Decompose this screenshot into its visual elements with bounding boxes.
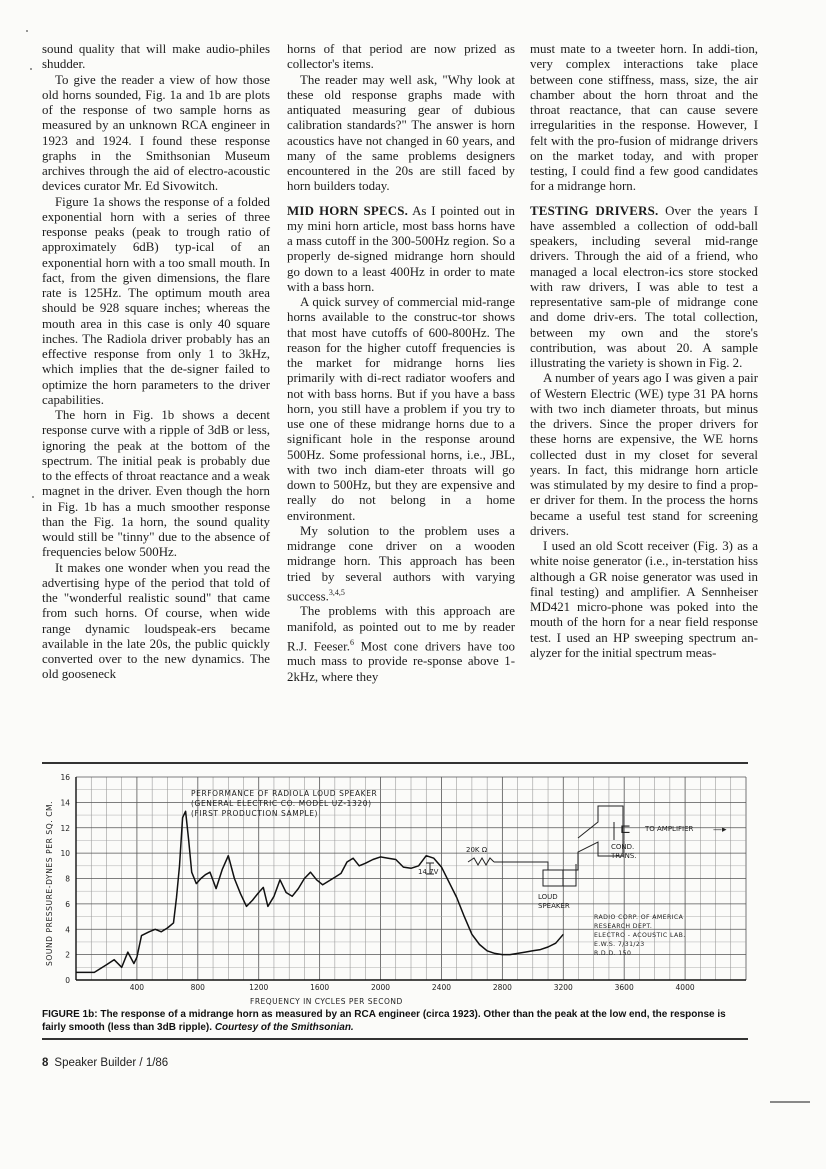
chart-title: PERFORMANCE OF RADIOLA LOUD SPEAKER [191, 789, 378, 798]
x-tick-label: 4000 [675, 983, 695, 992]
scan-mark [770, 1101, 810, 1103]
text-column-2 [287, 42, 515, 685]
x-tick-label: 1200 [249, 983, 269, 992]
chart-subtitle-line-2: (FIRST PRODUCTION SAMPLE) [191, 809, 319, 818]
footnote-ref: 3,4,5 [328, 587, 345, 597]
y-tick-label: 6 [65, 899, 70, 909]
source-stamp-line: RADIO CORP. OF AMERICA [594, 914, 684, 921]
y-tick-label: 8 [65, 874, 70, 884]
page-number: 8 [42, 1057, 49, 1069]
paragraph: The reader may well ask, "Why look at these old response graphs made with antiquated measuring gear of dubious calibration standards?" The answer is horn acoustics have not changed in 60 years, and many of the same problems designers encountered in the 20s are still faced by horn builders today. [287, 72, 515, 194]
source-stamp-line: E.W.S. 7/31/23 [594, 941, 645, 948]
scan-speck [26, 30, 28, 32]
text-column-1 [42, 42, 270, 683]
x-axis-label: FREQUENCY IN CYCLES PER SECOND [250, 997, 403, 1006]
y-tick-label: 12 [60, 823, 70, 833]
paragraph: A quick survey of commercial mid-range horns available to the construc-tor shows that most have cutoffs of 600-800Hz. The reason for the higher cutoff frequencies is the market for midrange horns lies primarily with di-rect radiator woofers and not with bass horns. But if you have a bass horn, you still have a problem if you try to use one of these midrange horns due to a significant hole in the response around 500Hz. Some professional horns, i.e., JBL, with two inch diam-eter throats will go down to 500Hz, but they are expensive and really do not belong in a home environment. [287, 295, 515, 523]
scan-speck [32, 496, 34, 498]
paragraph: horns of that period are now prized as collector's items. [287, 42, 515, 72]
source-stamp-line: ELECTRO - ACOUSTIC LAB. [594, 932, 686, 939]
figure-caption [42, 1008, 748, 1034]
source-stamp-line: RESEARCH DEPT. [594, 923, 653, 930]
x-tick-label: 2000 [370, 983, 391, 992]
footnote-ref: 6 [349, 637, 354, 647]
x-tick-label: 800 [190, 983, 205, 992]
paragraph: sound quality that will make audio-philes shudder. [42, 42, 270, 72]
paragraph [287, 604, 515, 685]
paragraph: must mate to a tweeter horn. In addi-tion, very complex interactions take place between cone stiffness, mass, size, the air chamber about the horn throat and the throat reactance, that can cause severe irregularities in the response. However, I felt with the pro-fusion of midrange drivers on the market today, and with proper testing, I could find a few good candidates for a midrange horn. [530, 42, 758, 194]
x-tick-label: 1600 [310, 983, 330, 992]
transmitter-label: COND. [611, 843, 635, 851]
publication-line: Speaker Builder / 1/86 [54, 1057, 169, 1069]
paragraph: To give the reader a view of how those old horns sounded, Fig. 1a and 1b are plots of the response of two sample horns as measured by an unknown RCA engineer in 1923 and 1924. I found these response graphs in the Smithsonian Museum archives through the aid of electro-acoustic devices curator Mr. Ed Sivowitch. [42, 72, 270, 194]
y-tick-label: 16 [60, 773, 70, 782]
y-tick-label: 2 [65, 950, 70, 960]
response-chart [38, 770, 750, 1010]
bias-voltage-label: 14.7V [418, 868, 439, 876]
circuit-schematic [426, 806, 623, 886]
paragraph-text: The problems with this approach are manifold, as pointed out to me by reader R.J. Feeser. [287, 604, 515, 654]
paragraph-text: Over the years I have assembled a collection of odd-ball speakers, including several mid-range drivers. Through the aid of a friend, who managed a local electron-ics store stocked with raw drivers, I was able to test a representative sam-ple of midrange cone and dome driv-ers. The total collection, between my own and the store's contribution, was about 20. A sample illustrating the variety is shown in Fig. 2. [530, 203, 758, 370]
section-heading-testing-drivers: TESTING DRIVERS. [530, 203, 659, 218]
paragraph-text: Most cone drivers have too much mass to provide re-sponse above 1-2kHz, where they [287, 639, 515, 684]
x-tick-label: 400 [129, 983, 145, 992]
caption-credit: Courtesy of the Smithsonian. [214, 1022, 354, 1033]
y-tick-label: 10 [60, 849, 70, 859]
loudspeaker-label: LOUD [538, 893, 558, 901]
y-tick-label: 4 [65, 925, 70, 935]
paragraph: A number of years ago I was given a pair of Western Electric (WE) type 31 PA horns with two inch diameter throats, but minus the drivers. Since the proper drivers for these horns are expensive, the WE horns collected dust in my closet for several years. In fact, this midrange horn article was stimulated by my desire to find a prop-er driver for them. In the process the horns became a useful test stand for screening drivers. [530, 371, 758, 538]
paragraph [287, 524, 515, 605]
figure-top-rule [42, 762, 748, 764]
transmitter-icon: ⊏ [620, 822, 631, 837]
paragraph: Figure 1a shows the response of a folded exponential horn with a series of three response peaks (peak to trough ratio of approximately 6dB) typ-ical of an exponential horn with a too small mouth. In fact, from the given dimensions, the flare rate is 125Hz. The optimum mouth area should be 928 square inches; whereas the mouth area in this case is only 40 square inches. The Radiola driver probably has an effective response from only 1 to 3kHz, which implies that the de-signer failed to optimize the horn parameters to the driver capabilities. [42, 194, 270, 407]
transmitter-label: TRANS. [611, 852, 637, 860]
paragraph: It makes one wonder when you read the advertising hype of the period that told of the "wonderful realistic sound" that came from such horns. Of course, when wide range dynamic loudspeak-ers became available in the late 20s, the public quickly converted over to the new dynamics. The old gooseneck [42, 560, 270, 682]
x-tick-label: 2800 [492, 983, 512, 992]
x-tick-label: 3200 [553, 983, 573, 992]
chart-svg [38, 770, 750, 1010]
paragraph: I used an old Scott receiver (Fig. 3) as a white noise generator (i.e., in-terstation hiss although a GR noise generator was used in final testing) and amplifier. A Sennheiser MD421 micro-phone was poked into the mouth of the horn for a near field response test. I used an HP sweeping spectrum an-alyzer for the initial spectrum meas- [530, 539, 758, 660]
figure-bottom-rule [42, 1038, 748, 1040]
paragraph-text: My solution to the problem uses a midrange cone driver on a wooden midrange horn. This approach has been tried by several authors with varying success. [287, 523, 515, 604]
paragraph-text: As I pointed out in my mini horn article, most bass horns have a mass cutoff in the 300-500Hz region. So a properly de-signed midrange horn should go down to a least 400Hz in order to mate with a bass horn. [287, 203, 515, 294]
chart-grid [76, 777, 746, 980]
y-axis-label: SOUND PRESSURE-DYNES PER SQ. CM. [45, 800, 54, 966]
paragraph: The horn in Fig. 1b shows a decent response curve with a ripple of 3dB or less, ignoring the peak at the bottom of the spectrum. The initial peak is probably due to the effects of throat reactance and a weak magnet in the driver. Even though the horn in Fig. 1b has a much smoother response than the Fig. 1a horn, the sound quality would still be "tinny" due to the absence of frequencies below 500Hz. [42, 408, 270, 560]
text-column-3 [530, 42, 758, 661]
page-footer [42, 1057, 168, 1069]
source-stamp [594, 914, 686, 957]
source-stamp-line: R.D.D. 150 [594, 950, 632, 957]
scan-speck [30, 68, 32, 70]
section-heading-mid-horn-specs: MID HORN SPECS. [287, 203, 409, 218]
x-tick-label: 2400 [431, 983, 452, 992]
y-tick-label: 0 [65, 976, 70, 985]
amplifier-label: TO AMPLIFIER [645, 825, 694, 833]
loudspeaker-label: SPEAKER [538, 902, 570, 910]
y-tick-label: 14 [60, 798, 70, 808]
amplifier-arrow-icon: —▸ [713, 825, 727, 835]
chart-subtitle-line-1: (GENERAL ELECTRIC CO. MODEL UZ-1320) [191, 799, 372, 808]
resistor-label: 20K Ω [466, 846, 488, 854]
x-tick-label: 3600 [614, 983, 634, 992]
caption-text: FIGURE 1b: The response of a midrange horn as measured by an RCA engineer (circa 1923). Other than the peak at the low end, the response is fairly smooth (less than 3dB ripple). [42, 1009, 726, 1033]
